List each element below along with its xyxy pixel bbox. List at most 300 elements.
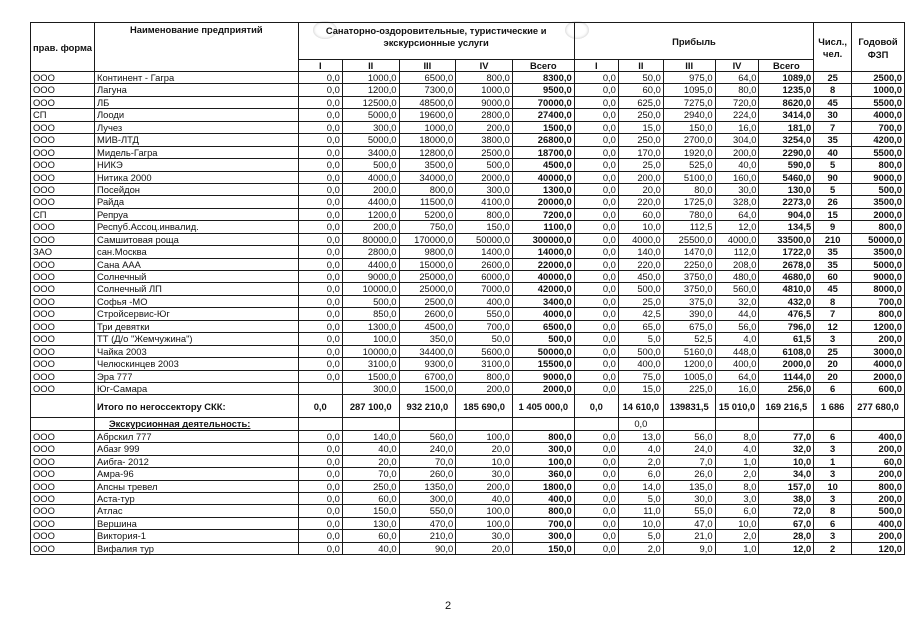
sanatorium-q1-cell: 0,0 (298, 109, 342, 121)
profit-q4-cell: 6,0 (715, 505, 759, 517)
table-row (31, 171, 905, 183)
sanatorium-q3-cell: 3500,0 (399, 159, 456, 171)
profit-q1-cell: 0,0 (574, 493, 618, 505)
enterprise-name-cell: Вифалия тур (95, 542, 299, 554)
profit-q2-cell: 5,0 (618, 530, 663, 542)
legal-form-cell: СП (31, 109, 95, 121)
profit-q3-cell: 375,0 (663, 295, 715, 307)
sanatorium-total-cell: 40000,0 (512, 271, 574, 283)
profit-q3-cell: 150,0 (663, 121, 715, 133)
table-row (31, 96, 905, 108)
profit-q4-cell: 30,0 (715, 183, 759, 195)
profit-q4-cell: 328,0 (715, 196, 759, 208)
profit-q2-cell: 60,0 (618, 208, 663, 220)
sanatorium-rows (31, 72, 905, 395)
legal-form-cell: ООО (31, 505, 95, 517)
sanatorium-q2-cell: 250,0 (342, 480, 399, 492)
annual-fund-cell: 400,0 (852, 430, 905, 442)
profit-total-cell: 2290,0 (759, 146, 814, 158)
annual-fund-cell: 700,0 (852, 121, 905, 133)
sanatorium-total-cell: 3400,0 (512, 295, 574, 307)
enterprise-name-cell: Абазг 999 (95, 443, 299, 455)
quarter-header: III (663, 60, 715, 72)
profit-q2-cell: 5,0 (618, 493, 663, 505)
profit-q3-cell: 26,0 (663, 468, 715, 480)
section-title: Экскурсионная деятельность: (95, 418, 299, 430)
profit-q4-cell: 8,0 (715, 480, 759, 492)
headcount-cell: 45 (814, 96, 852, 108)
profit-total-cell: 432,0 (759, 295, 814, 307)
sanatorium-q2-cell: 1500,0 (342, 370, 399, 382)
sanatorium-q1-cell: 0,0 (298, 183, 342, 195)
sanatorium-q4-cell: 800,0 (456, 72, 513, 84)
profit-q1-cell: 0,0 (574, 283, 618, 295)
sanatorium-q3-cell: 2500,0 (399, 295, 456, 307)
enterprise-name-cell: Солнечный ЛП (95, 283, 299, 295)
headcount-cell: 2 (814, 542, 852, 554)
legal-form-cell: ООО (31, 333, 95, 345)
sanatorium-q1-cell: 0,0 (298, 208, 342, 220)
profit-q3-cell: 1005,0 (663, 370, 715, 382)
sanatorium-q2-cell: 40,0 (342, 443, 399, 455)
enterprise-name-cell: ЛБ (95, 96, 299, 108)
annual-fund-cell: 800,0 (852, 480, 905, 492)
headcount-cell: 25 (814, 72, 852, 84)
profit-q4-cell: 64,0 (715, 72, 759, 84)
profit-q4-cell: 2,0 (715, 530, 759, 542)
sanatorium-q1-cell: 0,0 (298, 345, 342, 357)
annual-fund-cell: 200,0 (852, 530, 905, 542)
profit-q2-cell: 4000,0 (618, 233, 663, 245)
table-row (31, 320, 905, 332)
quarter-header: II (618, 60, 663, 72)
legal-form-cell: ООО (31, 283, 95, 295)
profit-q2-cell: 42,5 (618, 308, 663, 320)
profit-total-cell: 1089,0 (759, 72, 814, 84)
headcount-cell: 210 (814, 233, 852, 245)
profit-q4-cell: 40,0 (715, 159, 759, 171)
sanatorium-q1-cell: 0,0 (298, 171, 342, 183)
profit-q1-cell: 0,0 (574, 72, 618, 84)
profit-q3-cell: 1200,0 (663, 358, 715, 370)
profit-total-cell: 130,0 (759, 183, 814, 195)
headcount-cell: 3 (814, 530, 852, 542)
legal-form-cell: ООО (31, 308, 95, 320)
annual-fund-cell: 200,0 (852, 333, 905, 345)
profit-total-cell: 34,0 (759, 468, 814, 480)
table-row (31, 493, 905, 505)
sanatorium-total-cell: 360,0 (512, 468, 574, 480)
profit-total-cell: 5460,0 (759, 171, 814, 183)
profit-q3-cell: 1725,0 (663, 196, 715, 208)
sanatorium-q2-cell: 80000,0 (342, 233, 399, 245)
profit-q4-cell: 448,0 (715, 345, 759, 357)
profit-q2-cell: 220,0 (618, 258, 663, 270)
profit-q3-cell: 5100,0 (663, 171, 715, 183)
sanatorium-q1-cell: 0,0 (298, 455, 342, 467)
table-row (31, 480, 905, 492)
sanatorium-q1-cell: 0,0 (298, 271, 342, 283)
total-cell: 0,0 (574, 395, 618, 418)
sanatorium-q4-cell: 1400,0 (456, 246, 513, 258)
profit-q4-cell: 4,0 (715, 333, 759, 345)
sanatorium-total-cell: 700,0 (512, 517, 574, 529)
profit-q2-cell: 14,0 (618, 480, 663, 492)
legal-form-cell: ЗАО (31, 246, 95, 258)
headcount-cell: 35 (814, 246, 852, 258)
profit-q2-cell: 75,0 (618, 370, 663, 382)
enterprise-name-cell: Челюскинцев 2003 (95, 358, 299, 370)
total-label: Итого по негоссектору СКК: (95, 395, 299, 418)
sanatorium-q4-cell: 2800,0 (456, 109, 513, 121)
legal-form-cell: ООО (31, 134, 95, 146)
sanatorium-q1-cell: 0,0 (298, 493, 342, 505)
sanatorium-total-cell: 300,0 (512, 443, 574, 455)
total-cell: 1 686 (814, 395, 852, 418)
enterprise-name-cell: Вершина (95, 517, 299, 529)
profit-total-cell: 2000,0 (759, 358, 814, 370)
profit-q1-cell: 0,0 (574, 320, 618, 332)
profit-total-cell: 33500,0 (759, 233, 814, 245)
quarter-header: III (399, 60, 456, 72)
total-cell: 277 680,0 (852, 395, 905, 418)
legal-form-cell: ООО (31, 183, 95, 195)
profit-q1-cell: 0,0 (574, 542, 618, 554)
legal-form-cell: ООО (31, 455, 95, 467)
annual-fund-cell: 1000,0 (852, 84, 905, 96)
sanatorium-q4-cell: 3800,0 (456, 134, 513, 146)
profit-total-cell: 1722,0 (759, 246, 814, 258)
sanatorium-q1-cell: 0,0 (298, 246, 342, 258)
profit-q3-cell: 112,5 (663, 221, 715, 233)
profit-q4-cell: 208,0 (715, 258, 759, 270)
headcount-cell: 40 (814, 146, 852, 158)
profit-q4-cell: 224,0 (715, 109, 759, 121)
profit-header: Прибыль (574, 23, 814, 60)
total-cell: 0,0 (298, 395, 342, 418)
enterprise-name-cell: Юг-Самара (95, 382, 299, 394)
profit-q3-cell: 7,0 (663, 455, 715, 467)
sanatorium-total-cell: 150,0 (512, 542, 574, 554)
sanatorium-q1-cell: 0,0 (298, 159, 342, 171)
legal-form-cell: ООО (31, 196, 95, 208)
sanatorium-q3-cell: 210,0 (399, 530, 456, 542)
sanatorium-total-cell: 500,0 (512, 333, 574, 345)
legal-form-cell: ООО (31, 233, 95, 245)
profit-total-cell: 38,0 (759, 493, 814, 505)
profit-total-cell: 1235,0 (759, 84, 814, 96)
profit-total-cell: 4680,0 (759, 271, 814, 283)
table-row (31, 530, 905, 542)
sanatorium-total-cell: 8300,0 (512, 72, 574, 84)
sanatorium-q1-cell: 0,0 (298, 121, 342, 133)
sanatorium-q2-cell: 1000,0 (342, 72, 399, 84)
profit-q1-cell: 0,0 (574, 183, 618, 195)
sanatorium-q3-cell: 750,0 (399, 221, 456, 233)
profit-q4-cell: 200,0 (715, 146, 759, 158)
annual-fund-cell: 2000,0 (852, 208, 905, 220)
sanatorium-q4-cell: 7000,0 (456, 283, 513, 295)
profit-q4-cell: 12,0 (715, 221, 759, 233)
annual-fund-cell: 800,0 (852, 221, 905, 233)
table-row (31, 308, 905, 320)
sanatorium-q2-cell: 150,0 (342, 505, 399, 517)
profit-q1-cell: 0,0 (574, 134, 618, 146)
profit-q2-cell: 2,0 (618, 455, 663, 467)
profit-q2-cell: 500,0 (618, 283, 663, 295)
sanatorium-q3-cell: 300,0 (399, 493, 456, 505)
sanatorium-q2-cell: 2800,0 (342, 246, 399, 258)
sanatorium-total-cell: 22000,0 (512, 258, 574, 270)
profit-q3-cell: 25500,0 (663, 233, 715, 245)
table-row (31, 196, 905, 208)
legal-form-header: прав. форма (31, 23, 95, 72)
enterprise-name-cell: Три девятки (95, 320, 299, 332)
sanatorium-q1-cell: 0,0 (298, 308, 342, 320)
table-row (31, 345, 905, 357)
table-row (31, 517, 905, 529)
sanatorium-q3-cell: 7300,0 (399, 84, 456, 96)
headcount-cell: 5 (814, 183, 852, 195)
sanatorium-q3-cell: 1500,0 (399, 382, 456, 394)
headcount-header: Числ., чел. (814, 23, 852, 72)
legal-form-cell: ООО (31, 295, 95, 307)
profit-q1-cell: 0,0 (574, 171, 618, 183)
annual-fund-header: Годовой ФЗП (852, 23, 905, 72)
sanatorium-q2-cell: 4400,0 (342, 258, 399, 270)
sanatorium-q3-cell: 34000,0 (399, 171, 456, 183)
profit-q1-cell: 0,0 (574, 208, 618, 220)
sanatorium-q3-cell: 1350,0 (399, 480, 456, 492)
sanatorium-total-cell: 9000,0 (512, 370, 574, 382)
legal-form-cell: ООО (31, 258, 95, 270)
annual-fund-cell: 500,0 (852, 505, 905, 517)
annual-fund-cell: 4000,0 (852, 358, 905, 370)
profit-q4-cell: 16,0 (715, 121, 759, 133)
profit-q2-cell: 65,0 (618, 320, 663, 332)
enterprise-name-cell: Стройсервис-Юг (95, 308, 299, 320)
legal-form-cell: СП (31, 208, 95, 220)
total-header: Всего (759, 60, 814, 72)
sanatorium-q4-cell: 800,0 (456, 370, 513, 382)
total-cell (31, 395, 95, 418)
headcount-cell: 25 (814, 345, 852, 357)
sanatorium-total-cell: 18700,0 (512, 146, 574, 158)
table-row (31, 430, 905, 442)
headcount-cell: 20 (814, 370, 852, 382)
annual-fund-cell: 200,0 (852, 443, 905, 455)
enterprise-name-cell: Аста-тур (95, 493, 299, 505)
profit-total-cell: 4810,0 (759, 283, 814, 295)
enterprise-name-cell: Самшитовая роща (95, 233, 299, 245)
profit-q3-cell: 80,0 (663, 183, 715, 195)
profit-q3-cell: 9,0 (663, 542, 715, 554)
profit-q2-cell: 200,0 (618, 171, 663, 183)
legal-form-cell: ООО (31, 96, 95, 108)
annual-fund-cell: 400,0 (852, 517, 905, 529)
headcount-cell: 60 (814, 271, 852, 283)
headcount-cell: 12 (814, 320, 852, 332)
sanatorium-q1-cell: 0,0 (298, 146, 342, 158)
headcount-cell: 3 (814, 493, 852, 505)
profit-q4-cell: 480,0 (715, 271, 759, 283)
headcount-cell: 8 (814, 505, 852, 517)
table-row (31, 109, 905, 121)
section-row (31, 418, 905, 430)
sanatorium-q4-cell: 400,0 (456, 295, 513, 307)
annual-fund-cell: 5000,0 (852, 258, 905, 270)
profit-total-cell: 6108,0 (759, 345, 814, 357)
sanatorium-q2-cell: 12500,0 (342, 96, 399, 108)
profit-q4-cell: 16,0 (715, 382, 759, 394)
headcount-cell: 6 (814, 517, 852, 529)
section-profit-value: 0,0 (618, 418, 663, 430)
legal-form-cell: ООО (31, 345, 95, 357)
enterprise-name-cell: Амра-96 (95, 468, 299, 480)
profit-q3-cell: 56,0 (663, 430, 715, 442)
profit-q1-cell: 0,0 (574, 246, 618, 258)
enterprise-name-cell: Абрскил 777 (95, 430, 299, 442)
total-cell: 15 010,0 (715, 395, 759, 418)
profit-q2-cell: 4,0 (618, 443, 663, 455)
profit-q1-cell: 0,0 (574, 370, 618, 382)
profit-q1-cell: 0,0 (574, 121, 618, 133)
total-cell: 932 210,0 (399, 395, 456, 418)
sanatorium-q4-cell: 700,0 (456, 320, 513, 332)
table-row (31, 358, 905, 370)
annual-fund-cell: 9000,0 (852, 271, 905, 283)
table-row (31, 455, 905, 467)
headcount-cell: 45 (814, 283, 852, 295)
sanatorium-q4-cell: 150,0 (456, 221, 513, 233)
sanatorium-q3-cell: 15000,0 (399, 258, 456, 270)
enterprise-name-cell: Посейдон (95, 183, 299, 195)
sanatorium-q1-cell: 0,0 (298, 96, 342, 108)
sanatorium-total-cell: 6500,0 (512, 320, 574, 332)
profit-q1-cell: 0,0 (574, 295, 618, 307)
annual-fund-cell: 5500,0 (852, 96, 905, 108)
sanatorium-q2-cell: 200,0 (342, 221, 399, 233)
sanatorium-total-cell: 800,0 (512, 505, 574, 517)
sanatorium-q4-cell: 20,0 (456, 542, 513, 554)
profit-q3-cell: 3750,0 (663, 271, 715, 283)
legal-form-cell: ООО (31, 84, 95, 96)
profit-q1-cell: 0,0 (574, 505, 618, 517)
table-row (31, 159, 905, 171)
table-row (31, 246, 905, 258)
total-section (31, 395, 905, 430)
sanatorium-q2-cell: 1200,0 (342, 84, 399, 96)
profit-q1-cell: 0,0 (574, 430, 618, 442)
profit-q1-cell: 0,0 (574, 84, 618, 96)
sanatorium-q4-cell: 200,0 (456, 480, 513, 492)
enterprise-name-cell: Респуб.Ассоц.инвалид. (95, 221, 299, 233)
annual-fund-cell: 8000,0 (852, 283, 905, 295)
annual-fund-cell: 9000,0 (852, 171, 905, 183)
sanatorium-q3-cell: 90,0 (399, 542, 456, 554)
enterprise-name-cell: НИКЭ (95, 159, 299, 171)
profit-q1-cell: 0,0 (574, 455, 618, 467)
profit-q4-cell: 44,0 (715, 308, 759, 320)
sanatorium-q2-cell: 1300,0 (342, 320, 399, 332)
sanatorium-q3-cell: 25000,0 (399, 271, 456, 283)
annual-fund-cell: 800,0 (852, 159, 905, 171)
sanatorium-q4-cell: 9000,0 (456, 96, 513, 108)
profit-q2-cell: 15,0 (618, 382, 663, 394)
profit-total-cell: 72,0 (759, 505, 814, 517)
sanatorium-q3-cell: 19600,0 (399, 109, 456, 121)
table-row (31, 295, 905, 307)
sanatorium-q4-cell: 50000,0 (456, 233, 513, 245)
headcount-cell: 26 (814, 196, 852, 208)
sanatorium-q3-cell: 560,0 (399, 430, 456, 442)
sanatorium-q1-cell: 0,0 (298, 134, 342, 146)
profit-total-cell: 476,5 (759, 308, 814, 320)
sanatorium-total-cell: 4500,0 (512, 159, 574, 171)
sanatorium-q1-cell: 0,0 (298, 72, 342, 84)
profit-q3-cell: 52,5 (663, 333, 715, 345)
sanatorium-q1-cell: 0,0 (298, 233, 342, 245)
sanatorium-q1-cell: 0,0 (298, 295, 342, 307)
annual-fund-cell: 1200,0 (852, 320, 905, 332)
annual-fund-cell: 60,0 (852, 455, 905, 467)
profit-q4-cell: 1,0 (715, 542, 759, 554)
headcount-cell: 20 (814, 358, 852, 370)
table-row (31, 72, 905, 84)
sanatorium-total-cell: 100,0 (512, 455, 574, 467)
headcount-cell: 7 (814, 308, 852, 320)
profit-q3-cell: 975,0 (663, 72, 715, 84)
enterprise-name-cell: Атлас (95, 505, 299, 517)
sanatorium-q2-cell: 5000,0 (342, 134, 399, 146)
sanatorium-q2-cell: 500,0 (342, 159, 399, 171)
sanatorium-q2-cell: 40,0 (342, 542, 399, 554)
sanatorium-q3-cell: 5200,0 (399, 208, 456, 220)
table-row (31, 382, 905, 394)
headcount-cell: 90 (814, 171, 852, 183)
sanatorium-q3-cell: 70,0 (399, 455, 456, 467)
table-row (31, 146, 905, 158)
profit-q1-cell: 0,0 (574, 333, 618, 345)
sanatorium-q2-cell: 60,0 (342, 530, 399, 542)
enterprise-name-cell: Репруа (95, 208, 299, 220)
table-row (31, 283, 905, 295)
sanatorium-q4-cell: 2500,0 (456, 146, 513, 158)
table-row (31, 208, 905, 220)
profit-q3-cell: 7275,0 (663, 96, 715, 108)
profit-total-cell: 134,5 (759, 221, 814, 233)
legal-form-cell: ООО (31, 171, 95, 183)
headcount-cell: 30 (814, 109, 852, 121)
sanatorium-total-cell: 4000,0 (512, 308, 574, 320)
profit-q3-cell: 525,0 (663, 159, 715, 171)
quarter-header: II (342, 60, 399, 72)
quarter-header: IV (456, 60, 513, 72)
sanatorium-q3-cell: 11500,0 (399, 196, 456, 208)
sanatorium-q4-cell: 100,0 (456, 517, 513, 529)
profit-q1-cell: 0,0 (574, 530, 618, 542)
profit-total-cell: 77,0 (759, 430, 814, 442)
profit-total-cell: 61,5 (759, 333, 814, 345)
sanatorium-q2-cell: 500,0 (342, 295, 399, 307)
sanatorium-total-cell: 1800,0 (512, 480, 574, 492)
profit-q2-cell: 2,0 (618, 542, 663, 554)
enterprise-name-cell: Виктория-1 (95, 530, 299, 542)
profit-total-cell: 3254,0 (759, 134, 814, 146)
quarter-header: I (298, 60, 342, 72)
sanatorium-q3-cell: 12800,0 (399, 146, 456, 158)
table-row (31, 271, 905, 283)
